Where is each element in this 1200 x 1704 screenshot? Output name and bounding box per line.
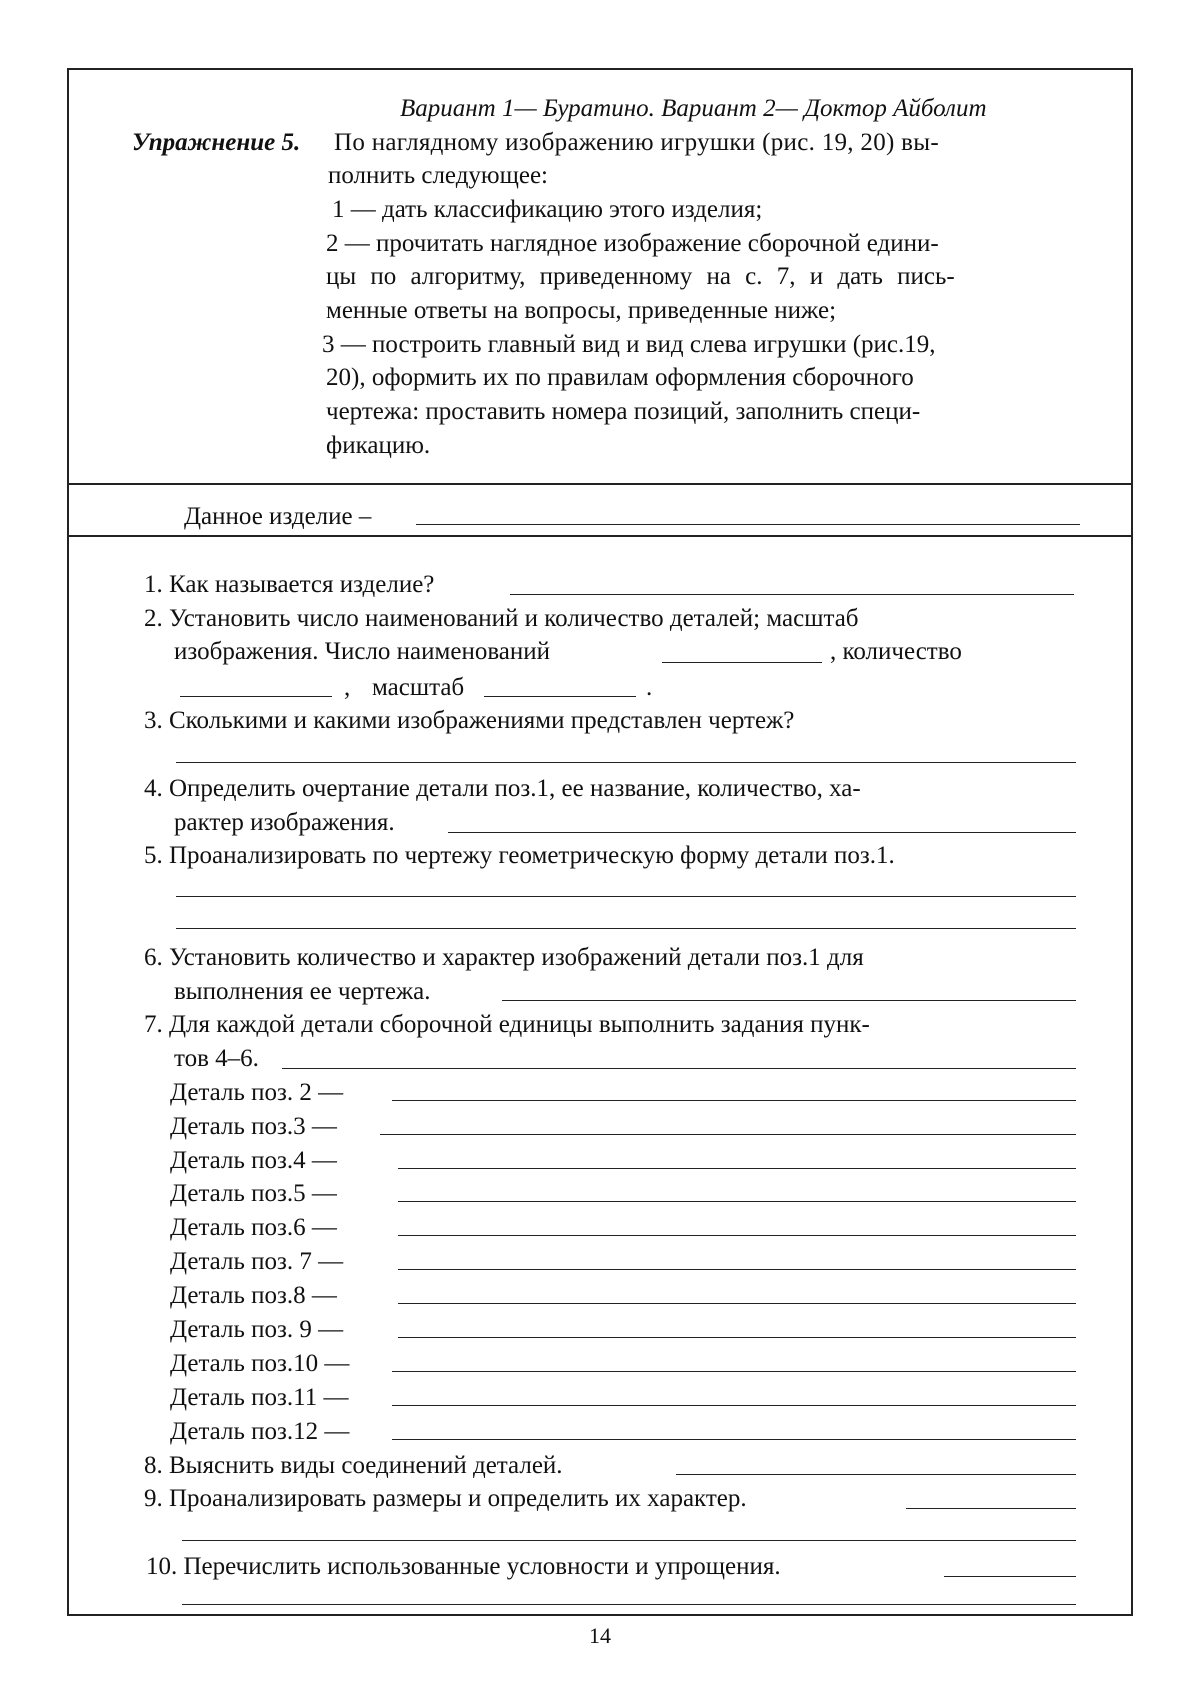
- detail-8: Деталь поз.8 —: [170, 1282, 337, 1309]
- exercise-line: полнить следующее:: [328, 162, 548, 189]
- detail-5: Деталь поз.5 —: [170, 1180, 337, 1207]
- answer-line[interactable]: [176, 928, 1076, 929]
- answer-line[interactable]: [510, 594, 1074, 595]
- page-number: 14: [589, 1623, 611, 1648]
- product-answer-line[interactable]: [416, 524, 1080, 525]
- question-7: 7. Для каждой детали сборочной единицы выполнить задания пунк-: [144, 1011, 870, 1038]
- answer-line[interactable]: [944, 1576, 1076, 1577]
- answer-line[interactable]: [398, 1337, 1076, 1338]
- question-2: 2. Установить число наименований и количество деталей; масштаб: [144, 605, 859, 632]
- answer-line[interactable]: [392, 1439, 1076, 1440]
- divider-bottom: [69, 535, 1131, 537]
- detail-4: Деталь поз.4 —: [170, 1147, 337, 1174]
- question-10: 10. Перечислить использованные условности и упрощения.: [146, 1553, 781, 1580]
- answer-line[interactable]: [906, 1508, 1076, 1509]
- answer-line[interactable]: [398, 1201, 1076, 1202]
- product-label: Данное изделие –: [184, 503, 372, 530]
- question-4: 4. Определить очертание детали поз.1, ее название, количество, ха-: [144, 775, 861, 802]
- answer-line-scale[interactable]: [484, 696, 636, 697]
- answer-line[interactable]: [176, 896, 1076, 897]
- question-2-qty: , количество: [830, 638, 962, 665]
- answer-line[interactable]: [176, 762, 1076, 763]
- exercise-line: 2 — прочитать наглядное изображение сборочной едини-: [326, 230, 939, 257]
- answer-line[interactable]: [392, 1100, 1076, 1101]
- detail-10: Деталь поз.10 —: [170, 1350, 350, 1377]
- question-7-cont: тов 4–6.: [174, 1045, 259, 1072]
- question-4-cont: рактер изображения.: [174, 809, 395, 836]
- divider-top: [69, 483, 1131, 485]
- question-3: 3. Сколькими и какими изображениями представлен чертеж?: [144, 707, 795, 734]
- detail-2: Деталь поз. 2 —: [170, 1079, 344, 1106]
- exercise-label: Упражнение 5.: [132, 129, 301, 156]
- answer-line[interactable]: [282, 1068, 1076, 1069]
- answer-line[interactable]: [182, 1604, 1076, 1605]
- exercise-line: фикацию.: [326, 432, 431, 459]
- exercise-line: чертежа: проставить номера позиций, заполнить специ-: [326, 398, 921, 425]
- question-6: 6. Установить количество и характер изображений детали поз.1 для: [144, 944, 864, 971]
- question-9: 9. Проанализировать размеры и определить их характер.: [144, 1485, 747, 1512]
- detail-7: Деталь поз. 7 —: [170, 1248, 344, 1275]
- exercise-line: По наглядному изображению игрушки (рис. 19, 20) вы-: [334, 129, 940, 156]
- exercise-line: цы по алгоритму, приведенному на с. 7, и дать пись-: [326, 263, 955, 290]
- variant-line: Вариант 1— Буратино. Вариант 2— Доктор Айболит: [400, 95, 987, 122]
- answer-line[interactable]: [398, 1303, 1076, 1304]
- answer-line[interactable]: [398, 1168, 1076, 1169]
- answer-line[interactable]: [502, 1000, 1076, 1001]
- answer-line[interactable]: [182, 1540, 1076, 1541]
- question-1: 1. Как называется изделие?: [144, 571, 435, 598]
- exercise-line: 3 — построить главный вид и вид слева игрушки (рис.19,: [322, 331, 936, 358]
- question-2-scale: масштаб: [372, 674, 465, 701]
- question-8: 8. Выяснить виды соединений деталей.: [144, 1452, 563, 1479]
- question-2-comma: ,: [344, 674, 351, 701]
- answer-line-names[interactable]: [662, 662, 822, 663]
- answer-line[interactable]: [392, 1371, 1076, 1372]
- answer-line[interactable]: [398, 1235, 1076, 1236]
- question-2-cont: изображения. Число наименований: [174, 638, 551, 665]
- exercise-line: 20), оформить их по правилам оформления сборочного: [326, 364, 914, 391]
- answer-line[interactable]: [676, 1474, 1076, 1475]
- question-5: 5. Проанализировать по чертежу геометрическую форму детали поз.1.: [144, 842, 895, 869]
- answer-line[interactable]: [380, 1134, 1076, 1135]
- answer-line-quantity[interactable]: [180, 696, 332, 697]
- detail-11: Деталь поз.11 —: [170, 1384, 349, 1411]
- exercise-line: 1 — дать классификацию этого изделия;: [332, 196, 763, 223]
- answer-line[interactable]: [392, 1405, 1076, 1406]
- question-6-cont: выполнения ее чертежа.: [174, 978, 431, 1005]
- detail-3: Деталь поз.3 —: [170, 1113, 337, 1140]
- question-2-dot: .: [646, 674, 653, 701]
- detail-6: Деталь поз.6 —: [170, 1214, 337, 1241]
- exercise-line: менные ответы на вопросы, приведенные ниже;: [326, 297, 837, 324]
- detail-9: Деталь поз. 9 —: [170, 1316, 344, 1343]
- answer-line[interactable]: [448, 832, 1076, 833]
- answer-line[interactable]: [398, 1269, 1076, 1270]
- detail-12: Деталь поз.12 —: [170, 1418, 350, 1445]
